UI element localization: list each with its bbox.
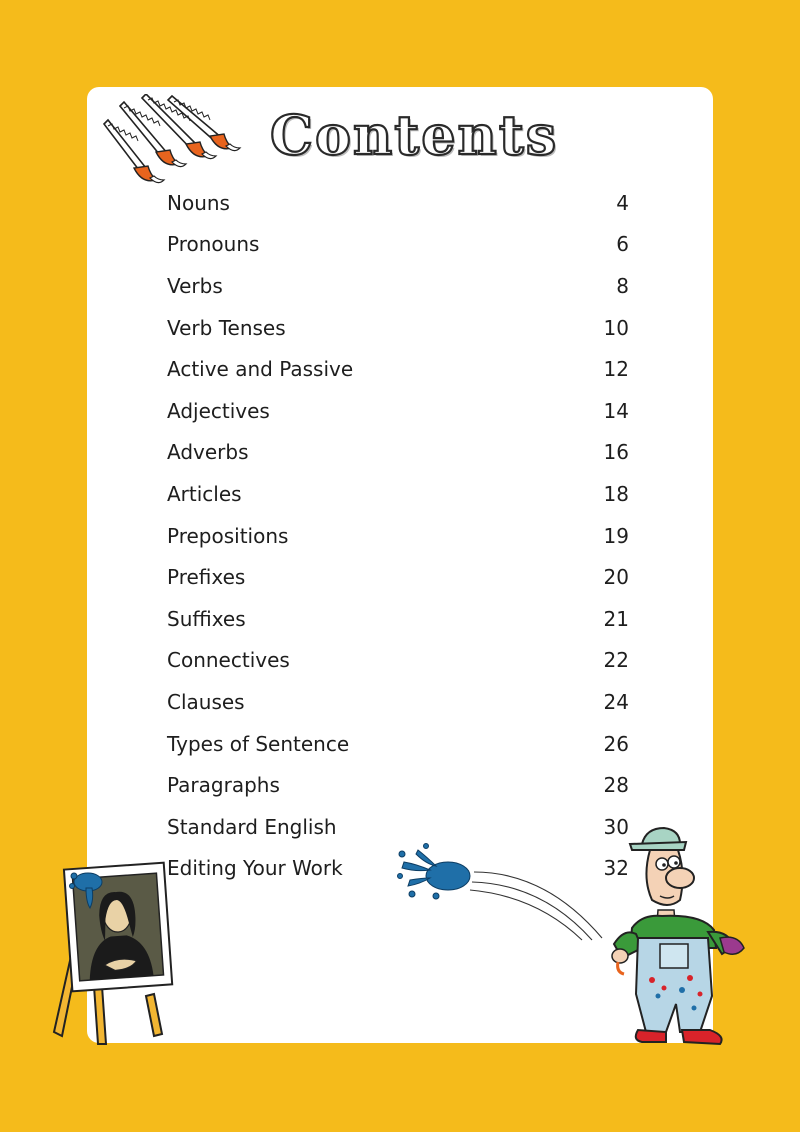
- toc-row[interactable]: [167, 723, 629, 765]
- toc-label: Types of Sentence: [167, 731, 350, 756]
- toc-page-number: 8: [616, 273, 629, 298]
- toc-label: Clauses: [167, 689, 245, 714]
- claw-scratch-icon: [98, 94, 248, 190]
- toc-row[interactable]: [167, 598, 629, 640]
- toc-page-number: 32: [603, 856, 629, 881]
- toc-row[interactable]: [167, 265, 629, 307]
- toc-row[interactable]: [167, 473, 629, 515]
- toc-row[interactable]: [167, 182, 629, 224]
- toc-page-number: 24: [603, 689, 629, 714]
- toc-page-number: 18: [603, 481, 629, 506]
- toc-label: Adverbs: [167, 440, 249, 465]
- toc-page-number: 12: [603, 357, 629, 382]
- toc-label: Standard English: [167, 814, 337, 839]
- toc-page-number: 10: [603, 315, 629, 340]
- toc-label: Adjectives: [167, 398, 270, 423]
- table-of-contents: [167, 182, 629, 889]
- toc-page-number: 30: [603, 814, 629, 839]
- page-title: Contents: [270, 103, 559, 167]
- toc-page-number: 14: [603, 398, 629, 423]
- toc-row[interactable]: [167, 390, 629, 432]
- toc-label: Editing Your Work: [167, 856, 343, 881]
- toc-row[interactable]: [167, 348, 629, 390]
- painter-cartoon-illustration: [602, 818, 752, 1048]
- toc-row[interactable]: [167, 432, 629, 474]
- toc-label: Verbs: [167, 273, 223, 298]
- toc-page-number: 4: [616, 190, 629, 215]
- mona-lisa-easel-illustration: [50, 856, 176, 1046]
- toc-row[interactable]: [167, 764, 629, 806]
- paint-splash-illustration: [396, 842, 616, 942]
- toc-label: Prefixes: [167, 565, 246, 590]
- toc-row[interactable]: [167, 515, 629, 557]
- toc-page-number: 21: [603, 606, 629, 631]
- toc-page-number: 26: [603, 731, 629, 756]
- toc-label: Connectives: [167, 648, 290, 673]
- toc-page-number: 28: [603, 773, 629, 798]
- toc-page-number: 6: [616, 232, 629, 257]
- toc-label: Articles: [167, 481, 242, 506]
- toc-page-number: 20: [603, 565, 629, 590]
- toc-label: Verb Tenses: [167, 315, 286, 340]
- toc-label: Prepositions: [167, 523, 289, 548]
- toc-page-number: 19: [603, 523, 629, 548]
- toc-page-number: 22: [603, 648, 629, 673]
- toc-row[interactable]: [167, 307, 629, 349]
- toc-row[interactable]: [167, 224, 629, 266]
- toc-row[interactable]: [167, 681, 629, 723]
- toc-page-number: 16: [603, 440, 629, 465]
- toc-label: Suffixes: [167, 606, 246, 631]
- toc-row[interactable]: [167, 640, 629, 682]
- toc-label: Pronouns: [167, 232, 260, 257]
- toc-label: Paragraphs: [167, 773, 280, 798]
- toc-label: Nouns: [167, 190, 230, 215]
- toc-label: Active and Passive: [167, 357, 354, 382]
- toc-row[interactable]: [167, 556, 629, 598]
